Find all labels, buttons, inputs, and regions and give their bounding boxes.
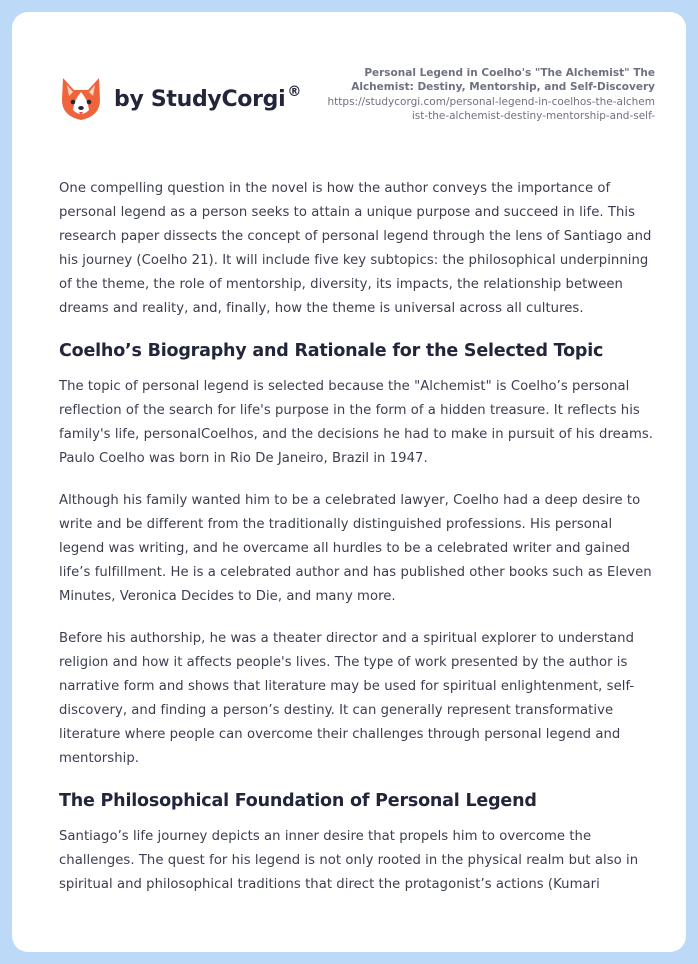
- document-meta: [325, 66, 655, 123]
- document-title: Personal Legend in Coelho's "The Alchemist" The Alchemist: Destiny, Mentorship, and Self-Discovery: [351, 67, 655, 93]
- page-header: [12, 12, 686, 162]
- paragraph: Santiago’s life journey depicts an inner desire that propels him to overcome the challenges. The quest for his legend is not only rooted in the physical realm but also in spiritual and philosophical traditions that direct the protagonist’s actions (Kumari: [59, 829, 639, 892]
- section-heading-philosophical-foundation: The Philosophical Foundation of Personal Legend: [59, 791, 537, 811]
- article-body: [59, 177, 661, 915]
- document-url[interactable]: https://studycorgi.com/personal-legend-in-coelhos-the-alchemist-the-alchemist-destiny-mentorship-and-self-: [327, 96, 655, 122]
- paragraph: Before his authorship, he was a theater director and a spiritual explorer to understand religion and how it affects people's lives. The type of work presented by the author is narrative form and shows that literature may be used for spiritual enlightenment, self-discovery, and finding a person’s destiny. It can generally represent transformative literature where people can overcome their challenges through personal legend and mentorship.: [59, 631, 635, 766]
- corgi-icon: [60, 76, 102, 122]
- section-heading-biography: Coelho’s Biography and Rationale for the Selected Topic: [59, 341, 604, 361]
- studycorgi-logo[interactable]: [60, 76, 301, 122]
- paragraph: The topic of personal legend is selected because the "Alchemist" is Coelho’s personal reflection of the search for life's purpose in the form of a hidden treasure. It reflects his family's life, personalCoelhos, and the decisions he had to make in pursuit of his dreams. Paulo Coelho was born in Rio De Janeiro, Brazil in 1947.: [59, 379, 654, 466]
- registered-mark: ®: [287, 83, 302, 100]
- intro-paragraph: One compelling question in the novel is how the author conveys the importance of personal legend as a person seeks to attain a unique purpose and succeed in life. This research paper dissects the concept of personal legend through the lens of Santiago and his journey (Coelho 21). It will include five key subtopics: the philosophical underpinning of the theme, the role of mentorship, diversity, its impacts, the relationship between dreams and reality, and, finally, how the theme is universal across all cultures.: [59, 181, 652, 316]
- page-card: [12, 12, 686, 952]
- brand-name: by StudyCorgi ®: [114, 83, 302, 112]
- paragraph: Although his family wanted him to be a celebrated lawyer, Coelho had a deep desire to write and be different from the traditionally distinguished professions. His personal legend was writing, and he overcame all hurdles to be a celebrated writer and gained life’s fulfillment. He is a celebrated author and has published other books such as Eleven Minutes, Veronica Decides to Die, and many more.: [59, 493, 652, 604]
